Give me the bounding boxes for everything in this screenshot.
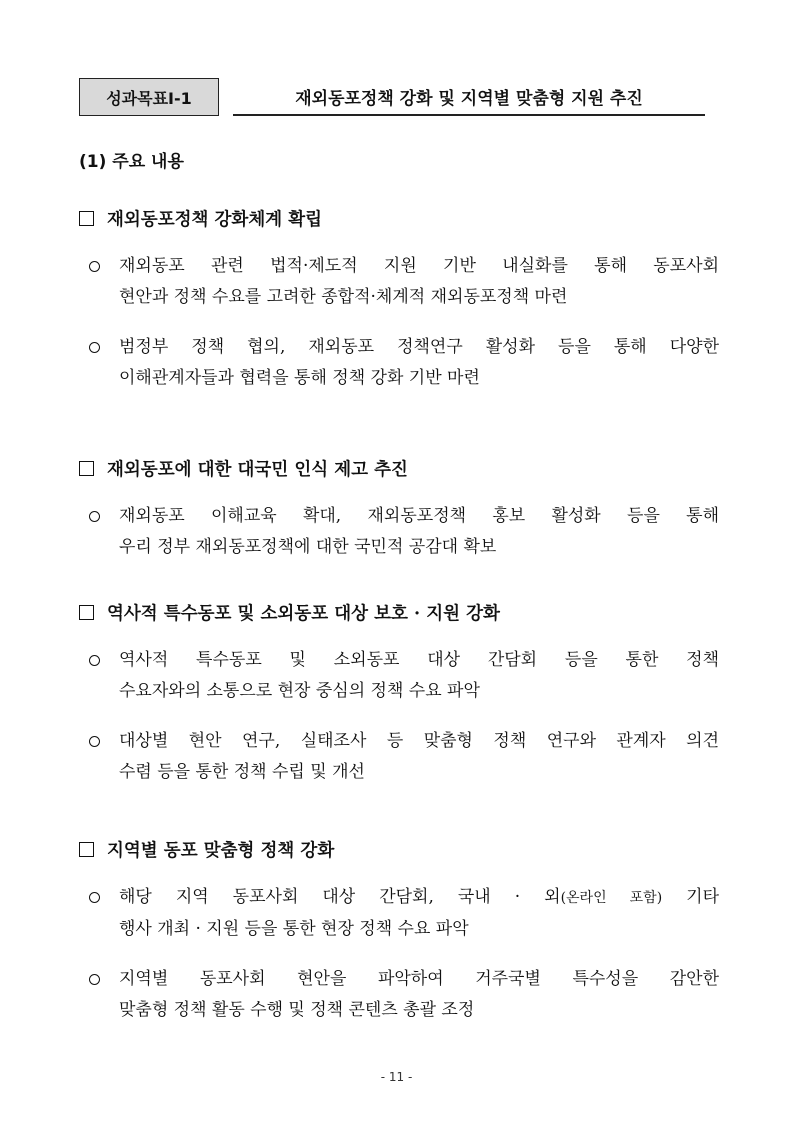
bullet-line: 재외동포 이해교육 확대, 재외동포정책 홍보 활성화 등을 통해 — [119, 506, 719, 526]
section-2 — [79, 455, 719, 563]
bullet-line: 수요자와의 소통으로 현장 중심의 정책 수요 파악 — [119, 681, 480, 701]
bullet-line: 이해관계자들과 협력을 통해 정책 강화 기반 마련 — [119, 368, 480, 388]
section-title — [79, 455, 719, 481]
goal-title: 재외동포정책 강화 및 지역별 맞춤형 지원 추진 — [233, 78, 705, 116]
bullet-line: 범정부 정책 협의, 재외동포 정책연구 활성화 등을 통해 다양한 — [119, 337, 719, 357]
circle-bullet-icon — [89, 342, 100, 353]
goal-badge: 성과목표Ⅰ-1 — [79, 78, 219, 116]
circle-bullet-icon — [89, 511, 100, 522]
section-1 — [79, 205, 719, 394]
bullet-line: 대상별 현안 연구, 실태조사 등 맞춤형 정책 연구와 관계자 의견 — [119, 731, 719, 751]
checkbox-icon — [79, 605, 94, 620]
bullet-line: 역사적 특수동포 및 소외동포 대상 간담회 등을 통한 정책 — [119, 650, 719, 670]
bullet-line-small-text: (온라인 포함) — [560, 890, 663, 906]
section-title-text: 재외동포에 대한 대국민 인식 제고 추진 — [107, 459, 408, 480]
bullet-item — [89, 726, 719, 788]
bullet-item — [89, 882, 719, 945]
summary-heading: (1) 주요 내용 — [79, 152, 184, 172]
bullet-line: 우리 정부 재외동포정책에 대한 국민적 공감대 확보 — [119, 537, 497, 557]
bullet-item — [89, 645, 719, 707]
section-4 — [79, 836, 719, 1026]
page-number: - 11 - — [380, 1070, 413, 1084]
bullet-line-tail: 기타 — [662, 887, 719, 907]
bullet-line: 맞춤형 정책 활동 수행 및 정책 콘텐츠 총괄 조정 — [119, 1000, 475, 1020]
circle-bullet-icon — [89, 974, 100, 985]
bullet-line: 행사 개최 · 지원 등을 통한 현장 정책 수요 파악 — [119, 919, 469, 939]
bullet-line-text: 해당 지역 동포사회 대상 간담회, 국내 · 외 — [119, 887, 561, 907]
bullet-item — [89, 501, 719, 563]
section-3 — [79, 599, 719, 788]
checkbox-icon — [79, 842, 94, 857]
circle-bullet-icon — [89, 655, 100, 666]
section-title-text: 재외동포정책 강화체계 확립 — [107, 209, 323, 230]
bullet-item — [89, 251, 719, 313]
bullet-line: 현안과 정책 수요를 고려한 종합적·체계적 재외동포정책 마련 — [119, 287, 568, 307]
circle-bullet-icon — [89, 261, 100, 272]
circle-bullet-icon — [89, 736, 100, 747]
section-title — [79, 836, 719, 862]
section-title-text: 역사적 특수동포 및 소외동포 대상 보호 · 지원 강화 — [107, 603, 500, 624]
circle-bullet-icon — [89, 892, 100, 903]
bullet-item — [89, 332, 719, 394]
goal-header — [79, 78, 705, 120]
bullet-line — [119, 882, 719, 914]
bullet-line: 지역별 동포사회 현안을 파악하여 거주국별 특수성을 감안한 — [119, 969, 719, 989]
checkbox-icon — [79, 461, 94, 476]
bullet-line: 수렴 등을 통한 정책 수립 및 개선 — [119, 762, 365, 782]
bullet-line: 재외동포 관련 법적·제도적 지원 기반 내실화를 통해 동포사회 — [119, 256, 719, 276]
section-title — [79, 205, 719, 231]
checkbox-icon — [79, 211, 94, 226]
bullet-item — [89, 964, 719, 1026]
section-title — [79, 599, 719, 625]
section-title-text: 지역별 동포 맞춤형 정책 강화 — [107, 840, 335, 861]
